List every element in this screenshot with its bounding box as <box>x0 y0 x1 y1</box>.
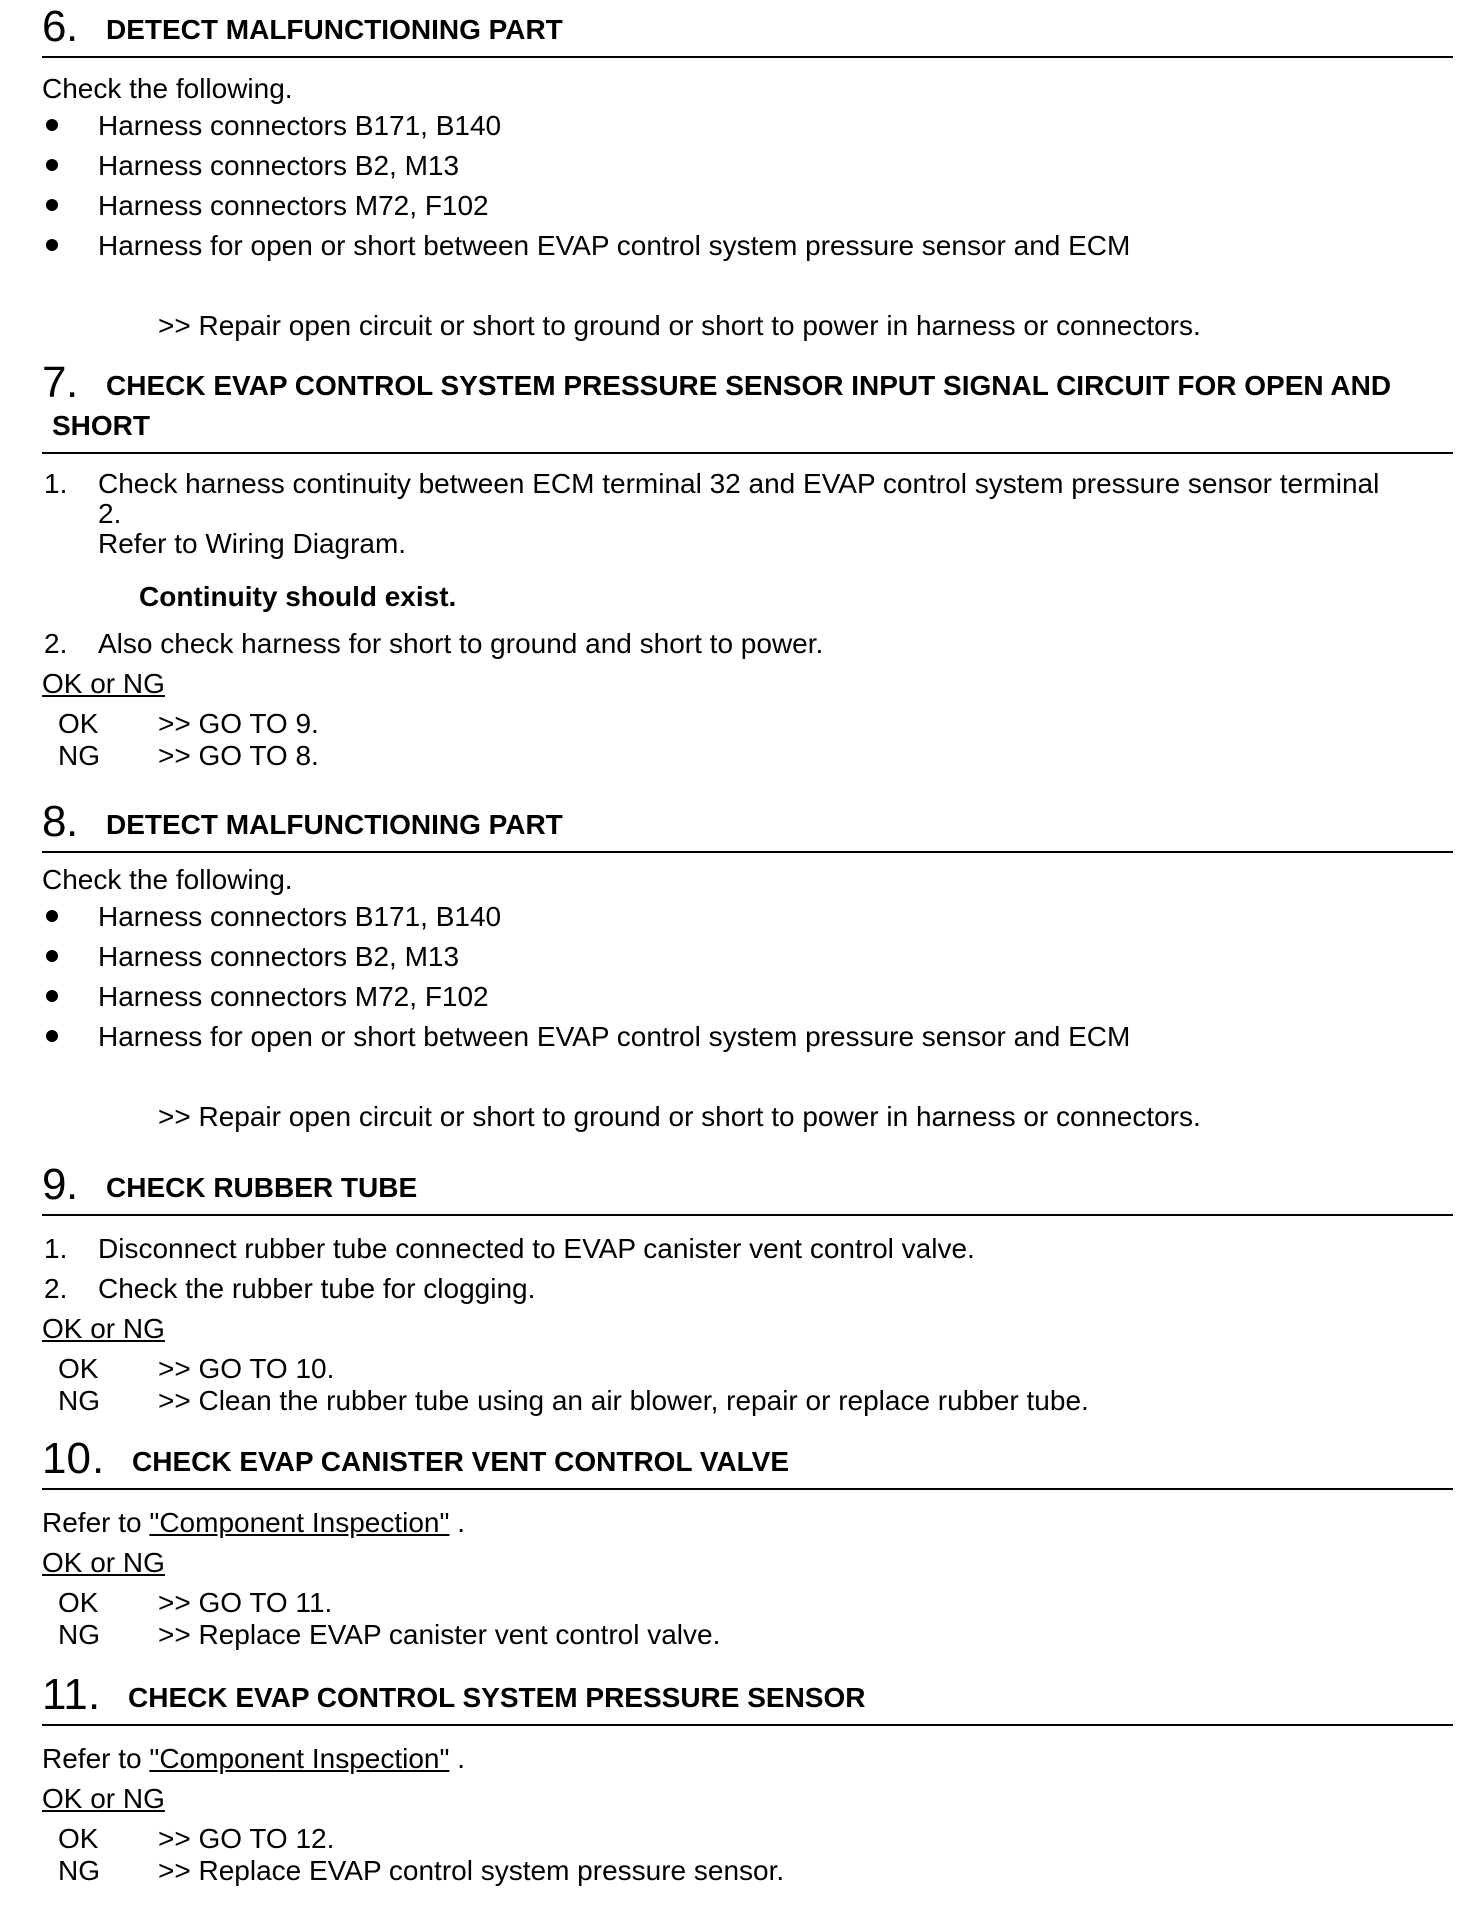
bullet-item: Harness connectors M72, F102 <box>98 190 489 221</box>
refer-suffix: . <box>449 1507 466 1538</box>
section-10-header <box>42 1432 1453 1490</box>
step-text: Disconnect rubber tube connected to EVAP canister vent control valve. <box>98 1233 975 1264</box>
bullet-dot <box>46 199 58 211</box>
section-number-dot: . <box>66 797 79 846</box>
ok-action: >> GO TO 11. <box>158 1587 333 1618</box>
ng-label: NG <box>58 740 100 771</box>
ok-action: >> GO TO 12. <box>158 1823 335 1854</box>
bullet-item: Harness for open or short between EVAP control system pressure sensor and ECM <box>98 230 1131 261</box>
action-text: >> Repair open circuit or short to ground or short to power in harness or connectors. <box>158 1101 1201 1132</box>
step-number: 2. <box>44 628 68 659</box>
step-reference: Refer to Wiring Diagram. <box>98 528 407 559</box>
ok-label: OK <box>58 1353 99 1384</box>
intro-text: Check the following. <box>42 73 293 104</box>
section-number: 6 <box>42 2 67 51</box>
spec-text: Continuity should exist. <box>139 581 457 612</box>
section-title: CHECK RUBBER TUBE <box>106 1172 418 1203</box>
bullet-item: Harness connectors B171, B140 <box>98 901 502 932</box>
section-10 <box>42 1432 1453 1652</box>
ng-action: >> Replace EVAP canister vent control valve. <box>158 1619 721 1650</box>
bullet-dot <box>46 950 58 962</box>
section-number-dot: . <box>66 358 79 407</box>
ng-label: NG <box>58 1855 100 1886</box>
bullet-item: Harness connectors M72, F102 <box>98 981 489 1012</box>
bullet-dot <box>46 910 58 922</box>
ok-label: OK <box>58 708 99 739</box>
step-text-continued: 2. <box>98 498 122 529</box>
section-title-line1: CHECK EVAP CONTROL SYSTEM PRESSURE SENSOR INPUT SIGNAL CIRCUIT FOR OPEN AND <box>106 370 1392 401</box>
bullet-dot <box>46 159 58 171</box>
bullet-item: Harness connectors B2, M13 <box>98 150 460 181</box>
bullet-dot <box>46 119 58 131</box>
section-9 <box>42 1158 1453 1428</box>
section-9-header <box>42 1158 1453 1216</box>
ok-or-ng-heading: OK or NG <box>42 668 165 699</box>
ok-label: OK <box>58 1587 99 1618</box>
section-number: 7 <box>42 358 67 407</box>
refer-prefix: Refer to <box>42 1507 150 1538</box>
section-title: DETECT MALFUNCTIONING PART <box>106 809 563 840</box>
ng-label: NG <box>58 1385 100 1416</box>
ok-action: >> GO TO 9. <box>158 708 319 739</box>
bullet-item: Harness connectors B171, B140 <box>98 110 502 141</box>
ok-action: >> GO TO 10. <box>158 1353 335 1384</box>
section-11-header <box>42 1668 1453 1726</box>
step-text: Check the rubber tube for clogging. <box>98 1273 536 1304</box>
section-number-dot: . <box>66 2 79 51</box>
section-title: CHECK EVAP CANISTER VENT CONTROL VALVE <box>132 1446 790 1477</box>
ok-or-ng-heading: OK or NG <box>42 1547 165 1578</box>
section-number-dot: . <box>88 1670 101 1719</box>
refer-prefix: Refer to <box>42 1743 150 1774</box>
bullet-item: Harness connectors B2, M13 <box>98 941 460 972</box>
section-number-dot: . <box>66 1160 79 1209</box>
bullet-dot <box>46 1030 58 1042</box>
bullet-dot <box>46 990 58 1002</box>
refer-line <box>42 1742 465 1776</box>
step-number: 1. <box>44 1233 68 1264</box>
section-number: 8 <box>42 797 67 846</box>
refer-suffix: . <box>449 1743 466 1774</box>
section-number: 11 <box>42 1670 88 1719</box>
bullet-dot <box>46 239 58 251</box>
section-8 <box>42 795 1453 1135</box>
section-6-header <box>42 0 1453 58</box>
section-7-header <box>42 360 1453 454</box>
ok-or-ng-heading: OK or NG <box>42 1783 165 1814</box>
action-text: >> Repair open circuit or short to ground or short to power in harness or connectors. <box>158 310 1201 341</box>
ng-action: >> GO TO 8. <box>158 740 319 771</box>
bullet-item: Harness for open or short between EVAP control system pressure sensor and ECM <box>98 1021 1131 1052</box>
section-7 <box>42 360 1453 780</box>
component-inspection-link[interactable]: "Component Inspection" <box>149 1507 450 1538</box>
section-11 <box>42 1668 1453 1898</box>
section-title: DETECT MALFUNCTIONING PART <box>106 14 563 45</box>
section-title-line2: SHORT <box>52 410 150 441</box>
section-number-dot: . <box>92 1434 105 1483</box>
step-text: Check harness continuity between ECM terminal 32 and EVAP control system pressure sensor terminal <box>98 468 1380 499</box>
ok-label: OK <box>58 1823 99 1854</box>
section-number: 10 <box>42 1434 91 1483</box>
step-text: Also check harness for short to ground and short to power. <box>98 628 824 659</box>
ng-action: >> Clean the rubber tube using an air blower, repair or replace rubber tube. <box>158 1385 1089 1416</box>
section-8-header <box>42 795 1453 853</box>
intro-text: Check the following. <box>42 864 293 895</box>
section-number: 9 <box>42 1160 67 1209</box>
section-title: CHECK EVAP CONTROL SYSTEM PRESSURE SENSOR <box>128 1682 866 1713</box>
ok-or-ng-heading: OK or NG <box>42 1313 165 1344</box>
step-number: 1. <box>44 468 68 499</box>
ng-label: NG <box>58 1619 100 1650</box>
step-number: 2. <box>44 1273 68 1304</box>
component-inspection-link[interactable]: "Component Inspection" <box>149 1743 450 1774</box>
ng-action: >> Replace EVAP control system pressure sensor. <box>158 1855 785 1886</box>
refer-line <box>42 1506 465 1540</box>
section-6 <box>42 0 1453 340</box>
